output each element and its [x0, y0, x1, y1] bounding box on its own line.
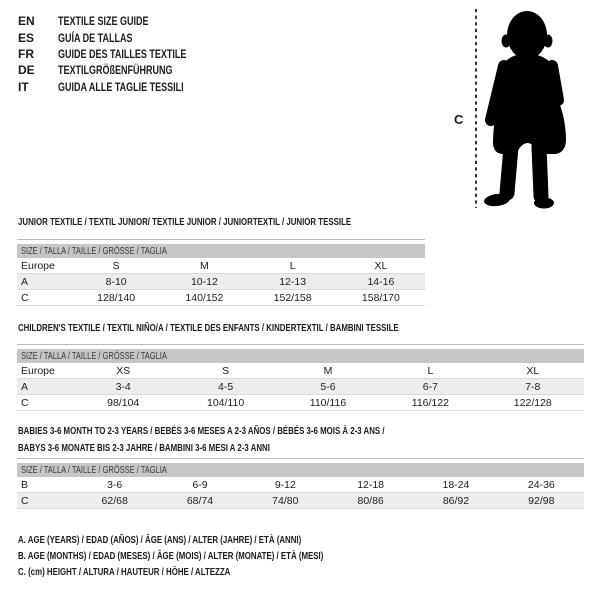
language-row-de: [18, 62, 229, 78]
size-cell: 122/128: [482, 395, 584, 411]
junior-table-title: [18, 214, 462, 231]
height-label: C: [454, 112, 464, 127]
baby-silhouette: [483, 11, 566, 209]
footnote-a: [18, 534, 425, 550]
table-row-height: [17, 493, 584, 509]
table-row-age: [17, 274, 425, 290]
baby-silhouette-figure: [450, 2, 580, 212]
size-cell: 104/110: [174, 395, 276, 411]
language-title: TEXTILE SIZE GUIDE: [58, 14, 149, 29]
size-cell: 68/74: [157, 493, 242, 509]
language-title: TEXTILGRÖßENFÜHRUNG: [58, 63, 173, 78]
size-cell: 7-8: [482, 379, 584, 395]
size-cell: L: [379, 363, 481, 379]
language-code: EN: [18, 14, 35, 29]
size-cell: XS: [72, 363, 174, 379]
size-cell: XL: [482, 363, 584, 379]
row-label: B: [17, 477, 72, 493]
size-cell: L: [249, 258, 337, 274]
footnote-a-text: A. AGE (YEARS) / EDAD (AÑOS) / ÂGE (ANS) / ALTER (JAHRE) / ETÀ (ANNI): [18, 534, 302, 546]
size-cell: 3-4: [72, 379, 174, 395]
size-cell: 80/86: [328, 493, 413, 509]
table-row-europe: [17, 363, 584, 379]
size-cell: 86/92: [413, 493, 498, 509]
row-label: C: [17, 395, 72, 411]
size-header-label: SIZE / TALLA / TAILLE / GRÖSSE / TAGLIA: [21, 351, 167, 362]
size-cell: 24-36: [499, 477, 584, 493]
size-cell: 116/122: [379, 395, 481, 411]
size-cell: 9-12: [243, 477, 328, 493]
language-title: GUIDE DES TAILLES TEXTILE: [58, 46, 187, 61]
size-cell: M: [277, 363, 379, 379]
size-cell: 3-6: [72, 477, 157, 493]
size-cell: 98/104: [72, 395, 174, 411]
table-row-height: [17, 395, 584, 411]
size-cell: 4-5: [174, 379, 276, 395]
size-header-bar: [17, 244, 425, 258]
row-label: A: [17, 379, 72, 395]
row-label: A: [17, 274, 72, 290]
language-code: IT: [18, 79, 29, 94]
table-row-height: [17, 290, 425, 306]
size-cell: 12-13: [249, 274, 337, 290]
size-cell: 110/116: [277, 395, 379, 411]
size-cell: 8-10: [72, 274, 160, 290]
size-cell: S: [72, 258, 160, 274]
language-title: GUIDA ALLE TAGLIE TESSILI: [58, 79, 184, 94]
size-cell: XL: [337, 258, 425, 274]
row-label: C: [17, 290, 72, 306]
table-row-europe: [17, 258, 425, 274]
size-cell: 74/80: [243, 493, 328, 509]
language-row-en: [18, 13, 229, 29]
size-cell: 5-6: [277, 379, 379, 395]
size-cell: S: [174, 363, 276, 379]
footnotes: [18, 534, 425, 583]
size-header-bar: [17, 349, 584, 363]
footnote-b-text: B. AGE (MONTHS) / EDAD (MESES) / ÂGE (MOIS) / ALTER (MONATE) / ETÀ (MESI): [18, 550, 324, 563]
row-label: C: [17, 493, 72, 509]
size-cell: M: [160, 258, 248, 274]
children-table-title: [18, 320, 526, 337]
size-cell: 10-12: [160, 274, 248, 290]
size-cell: 12-18: [328, 477, 413, 493]
language-row-es: [18, 29, 229, 45]
size-cell: 152/158: [249, 290, 337, 306]
footnote-b: [18, 550, 425, 566]
size-cell: 128/140: [72, 290, 160, 306]
size-header-label: SIZE / TALLA / TAILLE / GRÖSSE / TAGLIA: [21, 465, 167, 476]
language-code: FR: [18, 46, 34, 61]
baby-silhouette-svg: [450, 2, 580, 212]
babies-textile-table: [17, 458, 584, 509]
table-row-age: [17, 379, 584, 395]
size-cell: 6-9: [157, 477, 242, 493]
table-row-age-months: [17, 477, 584, 493]
babies-table-title: [18, 423, 507, 457]
size-cell: 158/170: [337, 290, 425, 306]
language-code: DE: [18, 63, 35, 78]
size-header-bar: [17, 463, 584, 477]
size-cell: 140/152: [160, 290, 248, 306]
language-list: [18, 13, 229, 95]
footnote-c-text: C. (cm) HEIGHT / ALTURA / HAUTEUR / HÖHE / ALTEZZA: [18, 566, 231, 579]
babies-table-title-line1: BABIES 3-6 MONTH TO 2-3 YEARS / BEBÉS 3-6 MESES A 2-3 AÑOS / BÉBÉS 3-6 MOIS À 2-3 ANS /: [18, 425, 385, 437]
language-title: GUÍA DE TALLAS: [58, 30, 133, 45]
language-row-fr: [18, 46, 229, 62]
size-cell: 14-16: [337, 274, 425, 290]
language-code: ES: [18, 30, 35, 45]
babies-table-title-line2: BABYS 3-6 MONATE BIS 2-3 JAHRE / BAMBINI 3-6 MESI A 2-3 ANNI: [18, 442, 270, 454]
size-cell: 92/98: [499, 493, 584, 509]
language-row-it: [18, 79, 229, 95]
junior-textile-table: [17, 239, 425, 306]
junior-table-title-text: JUNIOR TEXTILE / TEXTIL JUNIOR/ TEXTILE JUNIOR / JUNIORTEXTIL / JUNIOR TESSILE: [18, 216, 352, 228]
size-cell: 18-24: [413, 477, 498, 493]
footnote-c: [18, 566, 425, 582]
row-label: Europe: [17, 363, 72, 379]
children-table-title-text: CHILDREN'S TEXTILE / TEXTIL NIÑO/A / TEXTILE DES ENFANTS / KINDERTEXTIL / BAMBINI TESSILE: [18, 322, 399, 334]
row-label: Europe: [17, 258, 72, 274]
size-cell: 6-7: [379, 379, 481, 395]
size-header-label: SIZE / TALLA / TAILLE / GRÖSSE / TAGLIA: [21, 246, 167, 257]
children-textile-table: [17, 344, 584, 411]
size-cell: 62/68: [72, 493, 157, 509]
